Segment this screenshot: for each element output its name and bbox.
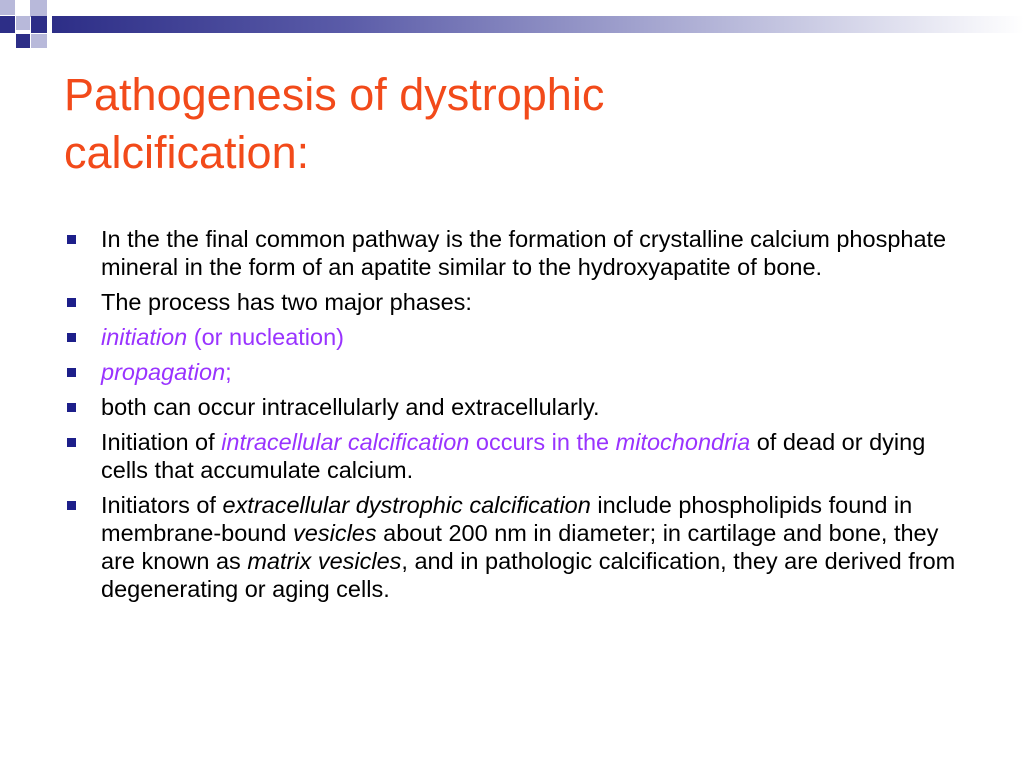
title-line: calcification:: [64, 127, 310, 178]
corner-square: [16, 34, 30, 48]
square-bullet-icon: [67, 333, 76, 342]
text-run: occurs in the: [469, 429, 616, 455]
emphasis-text: matrix vesicles: [247, 548, 402, 574]
emphasis-text: mitochondria: [615, 429, 751, 455]
corner-square: [31, 34, 47, 48]
corner-square: [15, 0, 30, 15]
square-bullet-icon: [67, 298, 76, 307]
bullet-list: [64, 225, 974, 610]
text-run: include phospholipids found in membrane-bound: [101, 492, 913, 546]
bullet-item: [64, 358, 974, 386]
bullet-item: [64, 428, 974, 484]
text-run: about 200 nm in diameter; in cartilage and bone, they are known as: [101, 520, 939, 574]
text-run: ;: [225, 359, 232, 385]
text-run: (or nucleation): [187, 324, 344, 350]
bullet-item: [64, 288, 974, 316]
bullet-text: [101, 492, 955, 602]
bullet-item: [64, 393, 974, 421]
emphasis-text: extracellular dystrophic calcification: [222, 492, 591, 518]
emphasis-text: vesicles: [293, 520, 377, 546]
bullet-text: both can occur intracellularly and extracellularly.: [101, 394, 600, 420]
square-bullet-icon: [67, 368, 76, 377]
bullet-item: [64, 491, 974, 603]
square-bullet-icon: [67, 235, 76, 244]
bullet-text: [101, 359, 232, 385]
bullet-item: [64, 323, 974, 351]
square-bullet-icon: [67, 501, 76, 510]
corner-square: [31, 16, 47, 33]
emphasis-text: initiation: [101, 324, 188, 350]
square-bullet-icon: [67, 438, 76, 447]
bullet-text: In the the final common pathway is the formation of crystalline calcium phosphate mineral in the form of an apatite similar to the hydroxyapatite of bone.: [101, 226, 947, 280]
text-run: Initiators of: [101, 492, 223, 518]
bullet-text: [101, 324, 344, 350]
corner-square: [30, 0, 47, 17]
bullet-text: [101, 429, 925, 483]
emphasis-text: intracellular calcification: [221, 429, 470, 455]
slide-title: [64, 66, 964, 182]
bullet-text: The process has two major phases:: [101, 289, 472, 315]
text-run: , and in pathologic calcification, they are derived from degenerating or aging cells.: [101, 548, 956, 602]
text-run: of dead or dying cells that accumulate calcium.: [101, 429, 926, 483]
emphasis-text: propagation: [101, 359, 226, 385]
corner-square: [0, 16, 15, 33]
title-line: Pathogenesis of dystrophic: [64, 69, 605, 120]
bullet-item: [64, 225, 974, 281]
corner-square: [16, 16, 30, 30]
header-bar: [52, 16, 1024, 33]
corner-square: [0, 0, 15, 15]
square-bullet-icon: [67, 403, 76, 412]
text-run: Initiation of: [101, 429, 222, 455]
